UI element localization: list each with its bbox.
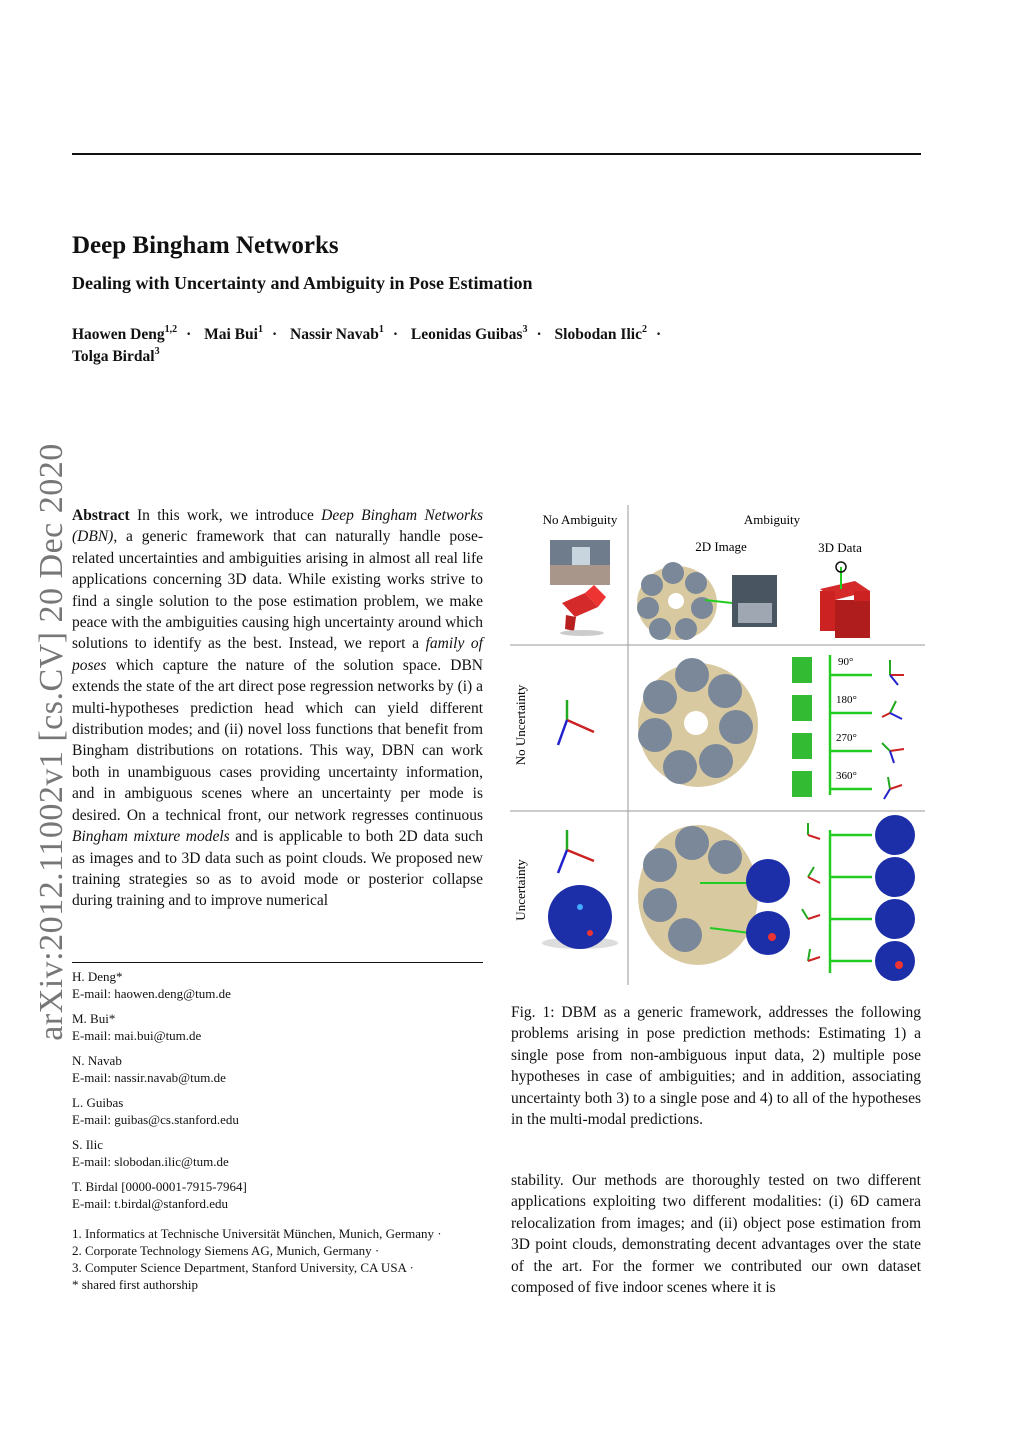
contact-entry: L. Guibas E-mail: guibas@cs.stanford.edu — [72, 1095, 239, 1127]
author: Leonidas Guibas$^3$ — [410, 324, 528, 343]
col-ambiguity: Ambiguity — [743, 512, 801, 527]
contact-entry: S. Ilic E-mail: slobodan.ilic@tum.de — [72, 1137, 229, 1169]
body-text-continuation: stability. Our methods are thoroughly tested on two different applications exploiting two different modalities: (i) 6D camera relocalization from images; and (ii) object pose estimation from 3D point clouds, demonstrating decent advantages over the state of the art. For the former we contributed our own dataset composed of five indoor scenes where it is — [511, 1172, 921, 1297]
author-contacts — [72, 968, 502, 1220]
angle-label: 270° — [836, 732, 857, 744]
red-chair-icon — [560, 585, 606, 636]
author-list: Haowen Deng$^{1,2}$ · Mai Bui$^1$ · Nassir Navab$^1$ · Leonidas Guibas$^3$ · Slobodan Ilic$^2$ · Tolga Birdal$^3$ — [72, 324, 662, 365]
pose-axes-uncertain — [558, 830, 594, 873]
contact-entry: T. Birdal [0000-0001-7915-7964] E-mail: t.birdal@stanford.edu — [72, 1179, 247, 1211]
abstract: Abstract In this work, we introduce Deep Bingham Networks (DBN), a generic framework that can naturally handle pose-related uncertainties and ambiguities arising in almost all real life applications concerning 3D data. While existing works strive to find a single solution to the pose estimation problem, we make peace with the ambiguities causing high uncertainty around which solutions to identify as the best. Instead, we report a family of poses which capture the nature of the solution space. DBN extends the state of the art direct pose regression networks by (i) a multi-hypotheses prediction head which can yield different distribution modes; and (ii) novel loss functions that benefit from Bingham distributions on rotations. This way, DBN can work both in unambiguous cases providing uncertainty information, and in ambiguous scenes where an uncertainty per mode is desired. On a technical front, our network regresses continuous Bingham mixture models and is applicable to both 2D data such as images and to 3D data such as point clouds. We proposed new training strategies so as to avoid mode or posterior collapse during training and to improve numerical — [72, 507, 483, 910]
pose-axes-multi — [882, 660, 904, 799]
row-uncertainty: Uncertainty — [513, 859, 528, 921]
figure-1 — [510, 505, 925, 990]
contact-entry: M. Bui* E-mail: mai.bui@tum.de — [72, 1011, 202, 1043]
author: Mai Bui$^1$ — [204, 324, 263, 343]
author: Slobodan Ilic$^2$ — [554, 324, 647, 343]
author: Tolga Birdal$^3$ — [72, 346, 160, 365]
angle-label: 90° — [838, 656, 854, 668]
arxiv-stamp: arXiv:2012.11002v1 [cs.CV] 20 Dec 2020 — [33, 443, 70, 1041]
sub-3d-data: 3D Data — [818, 540, 862, 555]
angle-label: 360° — [836, 770, 857, 782]
row-no-uncertainty: No Uncertainty — [513, 684, 528, 766]
bingham-spheres — [875, 815, 915, 981]
paper-title: Deep Bingham Networks — [72, 232, 339, 259]
author: Nassir Navab$^1$ — [290, 324, 384, 343]
chair-ring-large — [638, 658, 758, 787]
affiliations: 1. Informatics at Technische Universität München, Munich, Germany · 2. Corporate Technology Siemens AG, Munich, Germany · 3. Computer Science Department, Stanford University, CA USA · * shared first authorship — [72, 1226, 442, 1292]
green-table-icons — [792, 657, 812, 797]
abstract-heading: Abstract — [72, 507, 130, 524]
footnote-rule — [72, 962, 483, 963]
sub-2d-image: 2D Image — [695, 539, 747, 554]
contact-entry: N. Navab E-mail: nassir.navab@tum.de — [72, 1053, 226, 1085]
pose-axes-single — [558, 700, 594, 745]
angle-label: 180° — [836, 694, 857, 706]
pose-axes-uncertain-multi — [802, 823, 820, 961]
paper-subtitle: Dealing with Uncertainty and Ambiguity in Pose Estimation — [72, 273, 533, 293]
contact-entry: H. Deng* E-mail: haowen.deng@tum.de — [72, 969, 231, 1001]
col-no-ambiguity: No Ambiguity — [542, 512, 618, 527]
chair-ring-uncertain — [638, 825, 758, 965]
bingham-sphere — [548, 885, 612, 949]
header-rule — [72, 153, 921, 155]
red-table-3d-icon — [820, 581, 870, 638]
figure-caption: Fig. 1: DBM as a generic framework, addresses the following problems arising in pose prediction methods: Estimating 1) a single pose from non-ambiguous input data, 2) multiple pose hypotheses in case of ambiguities; and in addition, associating uncertainty both 3) to a single pose and 4) to all of the hypotheses in the multi-modal predictions. — [511, 1004, 921, 1129]
author: Haowen Deng$^{1,2}$ — [72, 324, 178, 343]
